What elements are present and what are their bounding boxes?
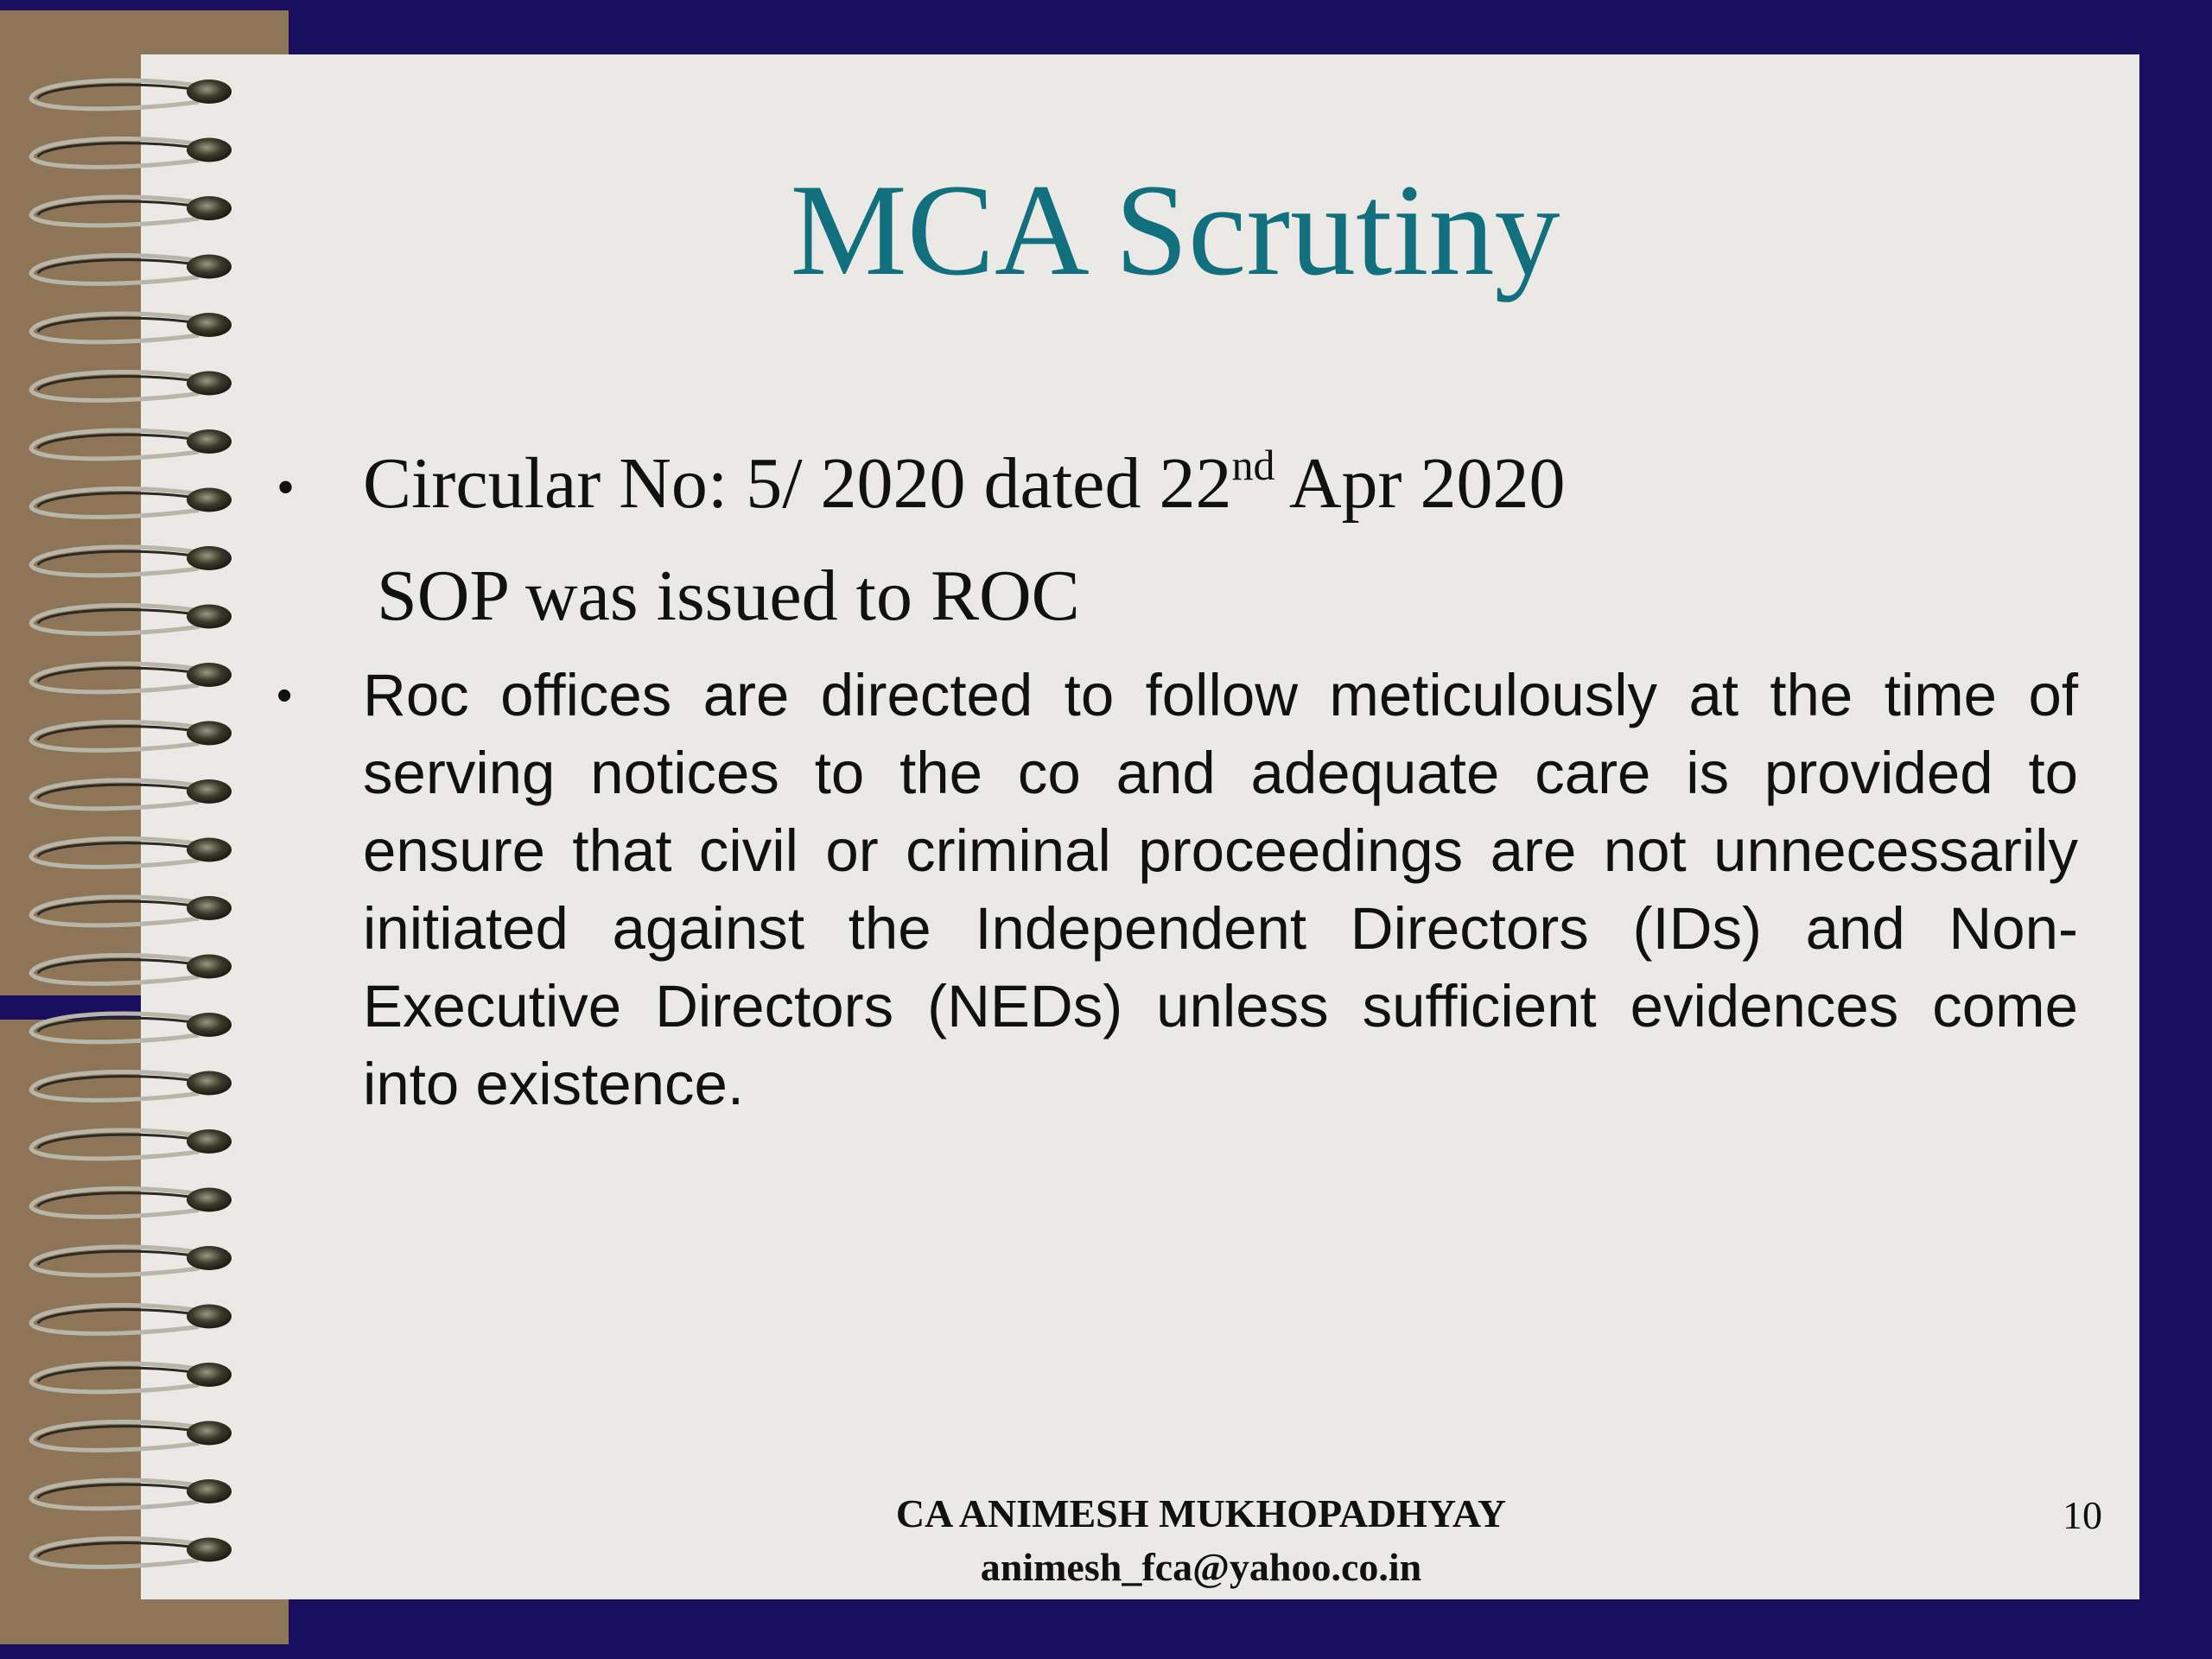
spiral-ring-icon [31, 1129, 232, 1159]
bullet-item-roc-offices [276, 657, 2078, 1123]
spiral-ring-icon [31, 1363, 232, 1392]
spiral-ring-icon [31, 1013, 232, 1042]
bullet-text: Roc offices are directed to follow meticulously at the time of serving notices to the co and adequate care is provided to ensure that civil or criminal proceedings are not unnecessarily initiated against the Independent Directors (IDs) and Non-Executive Directors (NEDs) unless sufficient evidences come into existence. [363, 662, 2078, 1117]
spiral-ring-icon [31, 663, 232, 692]
spiral-ring-icon [31, 955, 232, 984]
spiral-ring-icon [31, 488, 232, 518]
spiral-ring-icon [31, 546, 232, 575]
spiral-ring-icon [31, 1421, 232, 1451]
spiral-ring-icon [31, 605, 232, 634]
spiral-ring-icon [31, 779, 232, 809]
page-number: 10 [2063, 1493, 2102, 1537]
spiral-ring-icon [31, 1305, 232, 1334]
sop-subline: SOP was issued to ROC [377, 556, 1080, 636]
spiral-ring-icon [31, 838, 232, 868]
spiral-ring-icon [31, 138, 232, 168]
spiral-ring-icon [31, 79, 232, 109]
bullet-marker: • [276, 459, 296, 516]
spiral-ring-icon [31, 1071, 232, 1101]
spiral-ring-icon [31, 1246, 232, 1275]
bullet-item-circular [276, 441, 2078, 527]
footer-email: animesh_fca@yahoo.co.in [980, 1545, 1422, 1589]
spiral-ring-icon [31, 372, 232, 401]
footer-author: CA ANIMESH MUKHOPADHYAY [895, 1491, 1507, 1535]
spiral-ring-icon [31, 721, 232, 751]
bullet-marker: • [276, 671, 293, 721]
spiral-ring-icon [31, 896, 232, 925]
spiral-ring-icon [31, 1538, 232, 1567]
bullet-text: Circular No: 5/ 2020 dated 22nd Apr 2020 [363, 441, 1566, 524]
spiral-ring-icon [31, 1479, 232, 1509]
spiral-ring-icon [31, 313, 232, 342]
spiral-ring-icon [31, 429, 232, 459]
spiral-ring-icon [31, 1188, 232, 1217]
slide-title: MCA Scrutiny [790, 157, 1560, 302]
